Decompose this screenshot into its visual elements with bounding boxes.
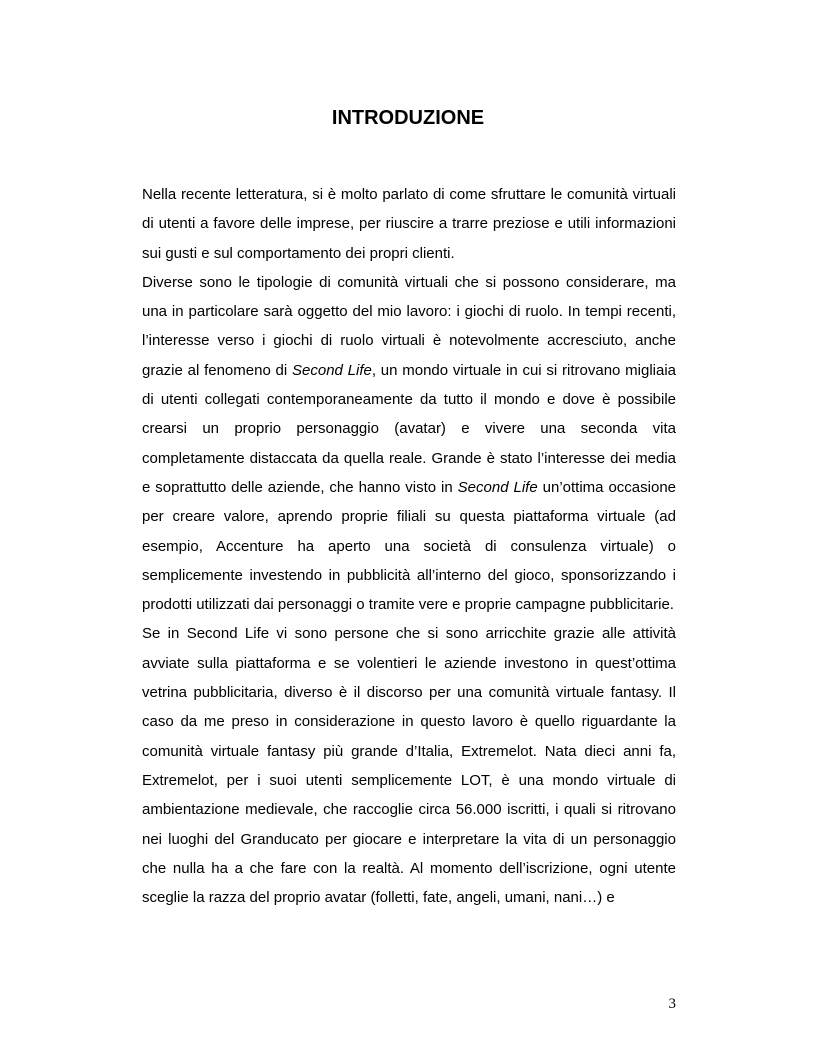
text-run: Diverse sono le tipologie di comunità virtuali che si possono considerare, ma una in particolare sarà oggetto del mio lavoro: i giochi di ruolo. In tempi recenti, l’interesse verso i giochi di ruolo virtuali è notevolmente accresciuto, anche grazie al fenomeno di	[142, 273, 676, 379]
body-text	[142, 180, 676, 912]
paragraph	[142, 268, 676, 620]
page-number: 3	[668, 996, 676, 1012]
text-run: un’ottima occasione per creare valore, aprendo proprie filiali su questa piattaforma virtuale (ad esempio, Accenture ha aperto una società di consulenza virtuale) o semplicemente investendo in pubblicità all’interno del gioco, sponsorizzando i prodotti utilizzati dai personaggi o tramite vere e proprie campagne pubblicitarie.	[142, 478, 677, 614]
paragraph	[142, 619, 676, 912]
paragraph	[142, 180, 676, 268]
text-run: Se in Second Life vi sono persone che si sono arricchite grazie alle attività avviate sulla piattaforma e se volentieri le aziende investono in quest’ottima vetrina pubblicitaria, diverso è il discorso per una comunità virtuale fantasy. Il caso da me preso in considerazione in questo lavoro è quello riguardante la comunità virtuale fantasy più grande d’Italia, Extremelot. Nata dieci anni fa, Extremelot, per i suoi utenti semplicemente LOT, è una mondo virtuale di ambientazione medievale, che raccoglie circa 56.000 iscritti, i quali si ritrovano nei luoghi del Granducato per giocare e interpretare la vita di un personaggio che nulla ha a che fare con la realtà. Al momento dell’iscrizione, ogni utente sceglie la razza del proprio avatar (folletti, fate, angeli, umani, nani…) e	[142, 625, 676, 907]
text-run: , un mondo virtuale in cui si ritrovano migliaia di utenti collegati contemporaneamente da tutto il mondo e dove è possibile crearsi un proprio personaggio (avatar) e vivere una seconda vita completamente distaccata da quella reale. Grande è stato l’interesse dei media e soprattutto delle aziende, che hanno visto in	[142, 361, 677, 496]
italic-text-run: Second Life	[457, 478, 538, 496]
page-title: INTRODUZIONE	[331, 107, 485, 129]
italic-text-run: Second Life	[292, 361, 372, 379]
text-run: Nella recente letteratura, si è molto parlato di come sfruttare le comunità virtuali di utenti a favore delle imprese, per riuscire a trarre preziose e utili informazioni sui gusti e sul comportamento dei propri clienti.	[142, 186, 676, 262]
